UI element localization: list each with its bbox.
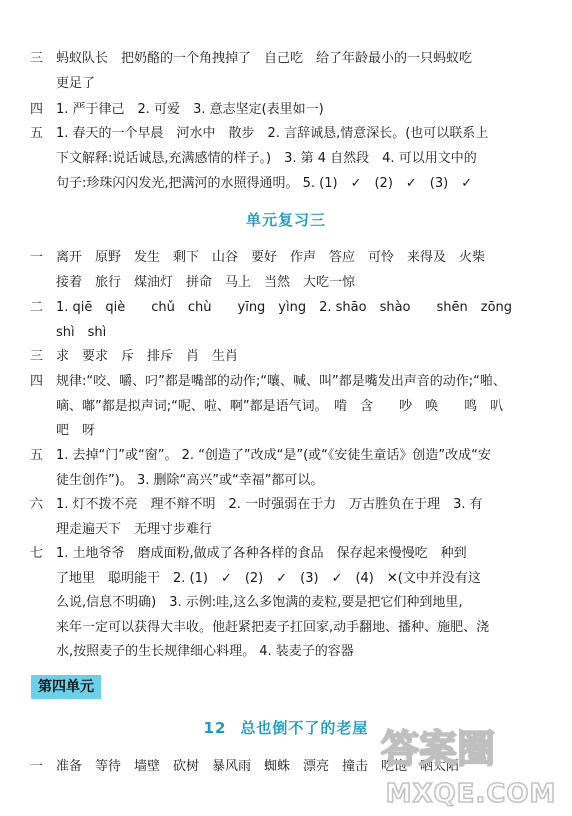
answer-line: 嘀、嘟”都是拟声词;“呢、啦、啊”都是语气词。 啃 含 吵 唤 鸣 叭 <box>56 399 504 414</box>
answer-line: 句子:珍珠闪闪发光,把满河的水照得通明。 5. (1) ✓ (2) ✓ (3) ✓ <box>56 176 473 191</box>
answer-line: 了地里 聪明能干 2. (1) ✓ (2) ✓ (3) ✓ (4) ✕(文中并没有这 <box>56 571 481 586</box>
review-heading: 单元复习三 <box>245 211 326 229</box>
answer-line: 1. 严于律己 2. 可爱 3. 意志坚定(表里如一) <box>56 102 324 117</box>
answer-line: 求 要求 斥 排斥 肖 生肖 <box>56 349 239 364</box>
lesson-title: 总也倒不了的老屋 <box>240 719 369 737</box>
answer-line: shì shì <box>56 325 107 340</box>
answer-line: 规律:“咬、嚼、叼”都是嘴部的动作;“嚷、喊、叫”都是嘴发出声音的动作;“啪、 <box>56 374 506 389</box>
item-number: 四 <box>30 374 44 389</box>
item-number: 六 <box>30 497 44 512</box>
item-number: 一 <box>30 759 44 774</box>
answer-line: 准备 等待 墙壁 砍树 暴风雨 蜘蛛 漂亮 撞击 吃饱 晒太阳 <box>56 759 460 774</box>
item-number: 七 <box>30 546 44 561</box>
answer-line: 下文解释:说话诚恳,充满感情的样子。) 3. 第 4 自然段 4. 可以用文中的 <box>56 151 477 166</box>
watermark-domain: MXQE.COM <box>385 779 557 809</box>
answer-line: 接着 旅行 煤油灯 拼命 马上 当然 大吃一惊 <box>56 275 356 290</box>
answer-line: 吧 呀 <box>56 423 96 438</box>
item-number: 一 <box>30 250 44 265</box>
answer-line: 更足了 <box>56 76 96 91</box>
answer-line: 来年一定可以获得大丰收。他赶紧把麦子扛回家,动手翻地、播种、施肥、浇 <box>56 620 490 635</box>
item-number: 二 <box>30 300 44 315</box>
answer-line: 蚂蚁队长 把奶酪的一个角拽掉了 自己吃 给了年龄最小的一只蚂蚁吃 <box>56 51 473 66</box>
lesson-heading <box>0 718 572 738</box>
answer-line: 1. 土地爷爷 磨成面粉,做成了各种各样的食品 保存起来慢慢吃 种到 <box>56 546 467 561</box>
answer-line: 么说,信息不明确) 3. 示例:哇,这么多饱满的麦粒,要是把它们种到地里, <box>56 595 463 610</box>
answer-line: 水,按照麦子的生长规律细心料理。 4. 装麦子的容器 <box>56 644 354 659</box>
answer-line: 1. 春天的一个早晨 河水中 散步 2. 言辞诚恳,情意深长。(也可以联系上 <box>56 126 489 141</box>
lesson-number: 12 <box>203 719 227 737</box>
item-number: 三 <box>30 51 44 66</box>
item-number: 四 <box>30 102 44 117</box>
answer-line: 1. 去掉“门”或“窗”。 2. “创造了”改成“是”(或“《安徒生童话》创造”改成“安 <box>56 448 491 463</box>
answer-line: 1. 灯不拨不亮 理不辩不明 2. 一时强弱在于力 万古胜负在于理 3. 有 <box>56 497 483 512</box>
answer-line: 徒生创作”)。 3. 删除“高兴”或“幸福”都可以。 <box>56 473 324 488</box>
item-number: 五 <box>30 126 44 141</box>
item-number: 五 <box>30 448 44 463</box>
answer-line: 离开 原野 发生 剩下 山谷 要好 作声 答应 可怜 来得及 火柴 <box>56 250 486 265</box>
answer-line: 1. qiē qiè chǔ chù yīng yìng 2. shāo shào shēn zōng <box>56 300 513 315</box>
unit-label: 第四单元 <box>31 675 101 699</box>
answer-line: 理走遍天下 无理寸步难行 <box>56 522 213 537</box>
item-number: 三 <box>30 349 44 364</box>
watermark-chars: 答案圈 <box>380 727 496 771</box>
